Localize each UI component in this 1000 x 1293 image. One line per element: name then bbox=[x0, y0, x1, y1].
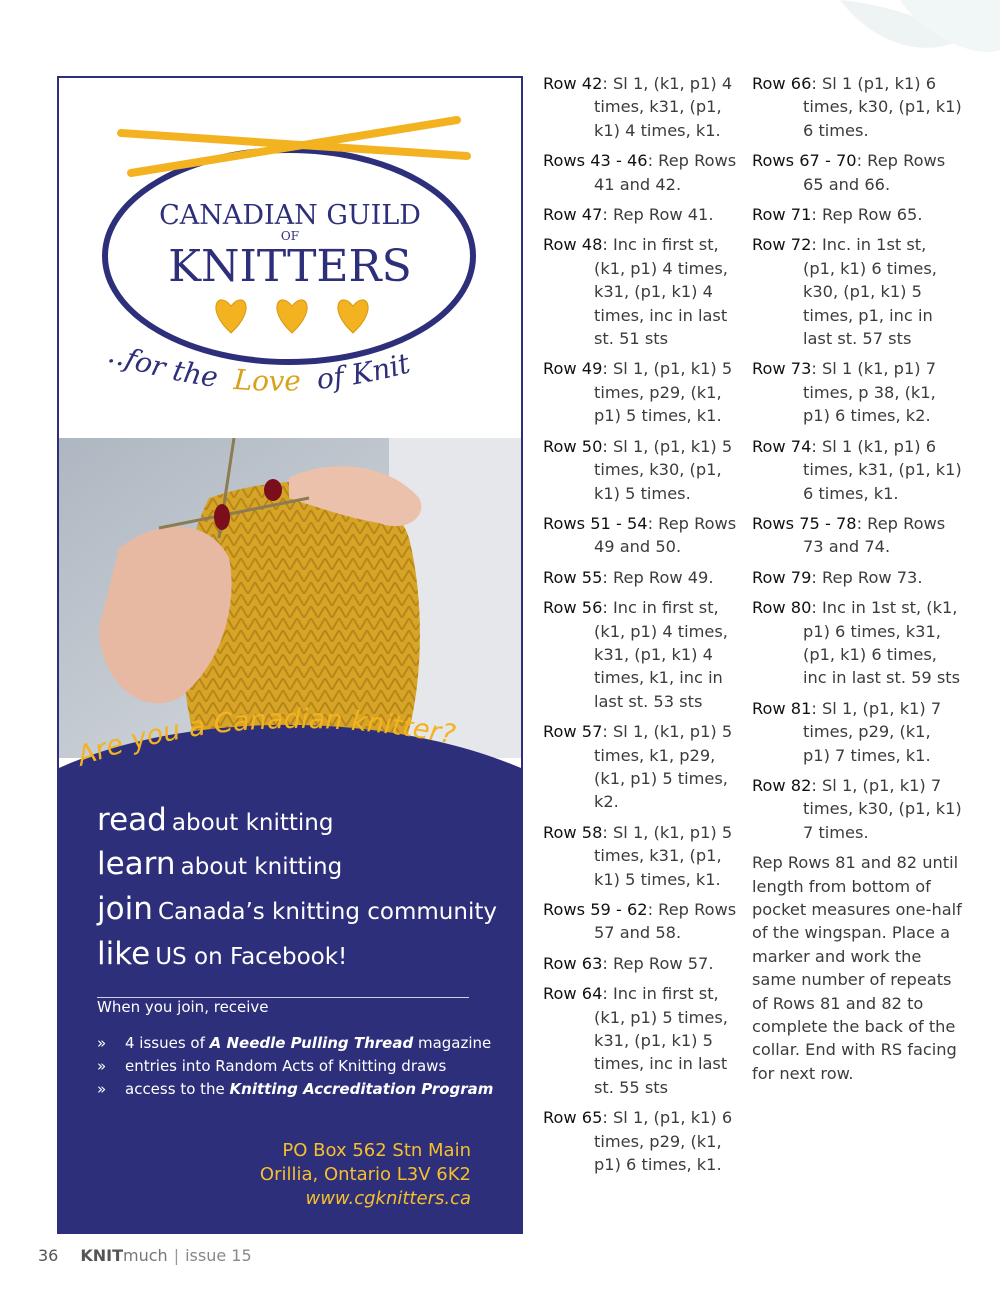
row-label: Row 56 bbox=[543, 598, 603, 618]
row-label: Row 49 bbox=[543, 359, 603, 379]
pattern-row-entry bbox=[752, 697, 962, 767]
pattern-row-entry bbox=[752, 596, 962, 690]
row-label: Row 42 bbox=[543, 74, 603, 93]
row-label: Row 58 bbox=[543, 822, 603, 842]
pattern-row-entry bbox=[543, 898, 748, 945]
row-instruction: : Rep Rows 57 and 58. bbox=[594, 900, 737, 943]
row-instruction: : Sl 1 (k1, p1) 6 times, k31, (p1, k1) 6 times, k1. bbox=[803, 436, 962, 503]
mailing-address-line1: PO Box 562 Stn Main bbox=[282, 1140, 471, 1161]
guild-advertisement bbox=[57, 76, 523, 1234]
row-label: Row 50 bbox=[543, 436, 603, 456]
row-label: Row 80 bbox=[752, 598, 812, 618]
pattern-row-entry bbox=[543, 566, 748, 589]
cta-like: like US on Facebook! bbox=[97, 936, 348, 972]
benefits-list bbox=[97, 1032, 493, 1101]
pattern-row-entry bbox=[543, 1106, 748, 1176]
row-label: Row 63 bbox=[543, 953, 603, 973]
row-instruction: : Inc in first st, (k1, p1) 5 times, k31, (p1, k1) 5 times, inc in last st. 55 sts bbox=[594, 984, 728, 1097]
page-number: 36 bbox=[38, 1246, 59, 1265]
magazine-name: KNIT bbox=[80, 1246, 124, 1265]
pattern-row-entry bbox=[752, 566, 962, 589]
website-link[interactable]: www.cgknitters.ca bbox=[305, 1188, 471, 1209]
row-label: Row 55 bbox=[543, 567, 603, 587]
row-label: Row 57 bbox=[543, 722, 603, 742]
pattern-row-entry bbox=[752, 435, 962, 505]
row-instruction: : Inc. in 1st st, (p1, k1) 6 times, k30, (p1, k1) 5 times, p1, inc in last st. 57 sts bbox=[803, 235, 937, 349]
pattern-row-entry bbox=[543, 720, 748, 814]
pattern-row-entry bbox=[543, 435, 748, 505]
divider bbox=[97, 997, 469, 998]
pattern-column-2 bbox=[752, 72, 962, 1085]
logo-line3: KNITTERS bbox=[168, 241, 412, 292]
pattern-row-entry bbox=[543, 952, 748, 975]
row-instruction: : Sl 1, (p1, k1) 6 times, p29, (k1, p1) 6 times, k1. bbox=[594, 1108, 733, 1175]
cta-join: join Canada’s knitting community bbox=[97, 891, 497, 927]
list-item: » 4 issues of A Needle Pulling Thread magazine bbox=[97, 1034, 492, 1052]
logo-tagline: ..for the Love of Knit bbox=[104, 336, 414, 398]
row-label: Row 65 bbox=[543, 1108, 603, 1128]
row-instruction: : Rep Rows 41 and 42. bbox=[594, 151, 737, 194]
pattern-row-entry bbox=[752, 203, 962, 226]
row-instruction: : Sl 1, (k1, p1) 5 times, k1, p29, (k1, p1) 5 times, k2. bbox=[594, 722, 733, 812]
row-instruction: : Sl 1, (k1, p1) 5 times, k31, (p1, k1) 5 times, k1. bbox=[594, 822, 733, 889]
pattern-row-entry bbox=[543, 72, 748, 142]
logo-line2: OF bbox=[280, 229, 300, 243]
pattern-column-1 bbox=[543, 72, 748, 1183]
pattern-row-entry bbox=[752, 233, 962, 350]
row-label: Row 81 bbox=[752, 698, 812, 718]
pattern-row-entry bbox=[752, 512, 962, 559]
row-instruction: : Rep Rows 65 and 66. bbox=[803, 151, 946, 194]
row-label: Row 47 bbox=[543, 205, 603, 225]
row-label: Rows 59 - 62 bbox=[543, 900, 648, 919]
row-instruction: : Inc in first st, (k1, p1) 4 times, k31, (p1, k1) 4 times, k1, inc in last st. 53 sts bbox=[594, 598, 728, 711]
row-label: Row 64 bbox=[543, 984, 603, 1004]
row-instruction: : Rep Row 41. bbox=[602, 205, 714, 225]
row-label: Rows 43 - 46 bbox=[543, 151, 648, 171]
pattern-row-entry bbox=[543, 596, 748, 713]
list-item: » access to the Knitting Accreditation Program bbox=[97, 1080, 494, 1098]
needle-icon bbox=[131, 120, 457, 173]
row-instruction: : Sl 1 (p1, k1) 6 times, k30, (p1, k1) 6 times. bbox=[803, 74, 962, 140]
row-label: Row 72 bbox=[752, 235, 812, 255]
row-label: Row 73 bbox=[752, 359, 812, 379]
row-label: Rows 67 - 70 bbox=[752, 151, 857, 171]
row-label: Row 48 bbox=[543, 235, 603, 255]
row-label: Row 79 bbox=[752, 567, 812, 587]
pattern-row-entry bbox=[543, 233, 748, 350]
pattern-row-entry bbox=[543, 149, 748, 196]
row-instruction: : Inc in 1st st, (k1, p1) 6 times, k31, (p1, k1) 6 times, inc in last st. 59 sts bbox=[803, 598, 961, 688]
row-instruction: : Rep Row 73. bbox=[811, 567, 923, 587]
pattern-row-entry bbox=[752, 357, 962, 427]
row-label: Rows 75 - 78 bbox=[752, 513, 857, 533]
pattern-row-entry bbox=[543, 357, 748, 427]
row-label: Row 66 bbox=[752, 74, 812, 93]
row-instruction: : Rep Row 57. bbox=[602, 953, 714, 973]
row-label: Rows 51 - 54 bbox=[543, 513, 648, 533]
closing-instructions: Rep Rows 81 and 82 until length from bottom of pocket measures one-half of the wingspan. Place a marker and work the same number of repeats of Rows 81 and 82 to complete the back of the collar. End with RS facing for next row. bbox=[752, 853, 962, 1083]
mailing-address-line2: Orillia, Ontario L3V 6K2 bbox=[259, 1164, 471, 1185]
row-instruction: : Sl 1, (p1, k1) 7 times, k30, (p1, k1) 7 times. bbox=[803, 775, 962, 842]
pattern-row-entry bbox=[752, 774, 962, 844]
row-instruction: : Sl 1 (k1, p1) 7 times, p 38, (k1, p1) 6 times, k2. bbox=[803, 359, 936, 426]
pattern-row-entry bbox=[543, 821, 748, 891]
logo-line1: CANADIAN GUILD bbox=[159, 200, 421, 231]
pattern-row-entry bbox=[543, 203, 748, 226]
row-instruction: : Sl 1, (p1, k1) 7 times, p29, (k1, p1) 7 times, k1. bbox=[803, 698, 942, 765]
page-footer: 36 KNITmuch | issue 15 bbox=[38, 1246, 252, 1265]
pattern-row-entry bbox=[752, 149, 962, 196]
row-label: Row 74 bbox=[752, 436, 812, 456]
row-instruction: : Inc in first st, (k1, p1) 4 times, k31, (p1, k1) 4 times, inc in last st. 51 sts bbox=[594, 235, 728, 349]
magazine-name-suffix: much bbox=[123, 1246, 168, 1265]
row-label: Row 82 bbox=[752, 775, 812, 795]
heart-icon bbox=[216, 300, 368, 333]
list-item: » entries into Random Acts of Knitting draws bbox=[97, 1057, 447, 1075]
join-note: When you join, receive bbox=[97, 998, 269, 1016]
pattern-row-entry bbox=[752, 72, 962, 142]
cta-read: read about knitting bbox=[97, 802, 334, 838]
row-instruction: : Sl 1, (p1, k1) 5 times, p29, (k1, p1) 5 times, k1. bbox=[594, 359, 733, 426]
row-instruction: : Rep Row 65. bbox=[811, 205, 923, 225]
row-instruction: : Sl 1, (k1, p1) 4 times, k31, (p1, k1) 4 times, k1. bbox=[594, 74, 733, 140]
row-label: Row 71 bbox=[752, 205, 812, 225]
pattern-row-entry bbox=[543, 512, 748, 559]
row-instruction: : Sl 1, (p1, k1) 5 times, k30, (p1, k1) 5 times. bbox=[594, 436, 733, 503]
ad-headline: Are you a Canadian knitter? bbox=[73, 703, 458, 773]
issue-label: issue 15 bbox=[185, 1246, 252, 1265]
row-instruction: : Rep Row 49. bbox=[602, 567, 714, 587]
pattern-row-entry bbox=[543, 982, 748, 1099]
row-instruction: : Rep Rows 49 and 50. bbox=[594, 513, 737, 557]
cta-learn: learn about knitting bbox=[97, 846, 343, 882]
row-instruction: : Rep Rows 73 and 74. bbox=[803, 513, 946, 557]
